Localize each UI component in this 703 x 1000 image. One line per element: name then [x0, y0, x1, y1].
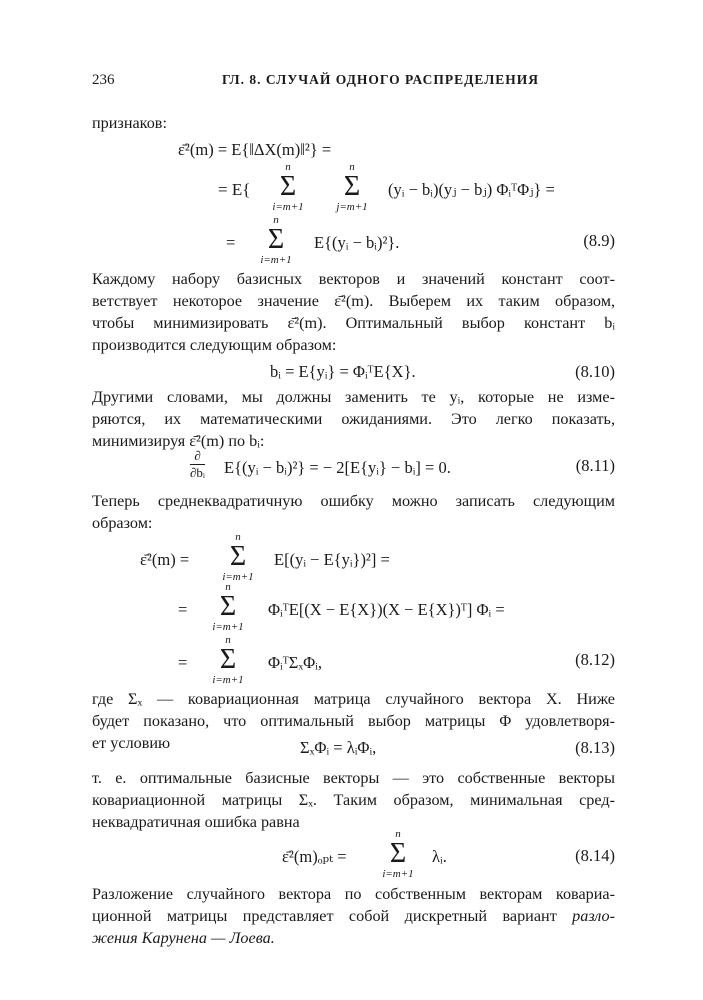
sum-symbol: n Σ i=m+1 [222, 531, 254, 583]
equation-8-12-line-3: = n Σ i=m+1 ΦᵢᵀΣₓΦᵢ, [178, 634, 323, 686]
running-title: ГЛ. 8. СЛУЧАЙ ОДНОГО РАСПРЕДЕЛЕНИЯ [222, 72, 540, 87]
sum-symbol: n Σ i=m+1 [212, 634, 244, 686]
paragraph-line: Другими словами, мы должны заменить те yᵢ, которые не изме- [92, 388, 615, 406]
paragraph-line: жения Карунена — Лоева. [92, 929, 275, 947]
equation-8-11: ∂ ∂bᵢ E{(yᵢ − bᵢ)²} = − 2[E{yᵢ} − bᵢ] = 0. [190, 448, 451, 480]
book-page: 236 ГЛ. 8. СЛУЧАЙ ОДНОГО РАСПРЕДЕЛЕНИЯ признаков: ε̄²(m) = E{‖ΔX(m)‖²} = = E{ n Σ i=m+1 n Σ j=m+1 (yᵢ − bᵢ)(yⱼ − bⱼ) ΦᵢᵀΦⱼ} = = n Σ i=m+1 E{(yᵢ − bᵢ)²}. (8.9) Каждому набору базисных векторов и значений констант соот- ветствует некоторое значение ε̄²(m). Выберем их таким образом, чтобы минимизировать ε̄²(m). Оптимальный выбор констант bᵢ производится следующим образом: bᵢ = E{yᵢ} = ΦᵢᵀE{X}. (8.10) Другими словами, мы должны заменить те yᵢ, которые не изме- ряются, их математическими ожиданиями. Это легко показать, минимизируя ε̄²(m) по bᵢ: ∂ ∂bᵢ E{(yᵢ − bᵢ)²} = − 2[E{yᵢ} − bᵢ] = 0. (8.11) Теперь среднеквадратичную ошибку можно записать следующим образом: ε̄²(m) = n Σ i=m+1 E[(yᵢ − E{yᵢ})²] = = n Σ i=m+1 ΦᵢᵀE[(X − E{X})(X − E{X})ᵀ] Φᵢ = = n Σ i=m+1 ΦᵢᵀΣₓΦᵢ, (8.12) где Σₓ — ковариационная матрица случайного вектора X. Ниже будет показано, что оптимальный выбор матрицы Φ удовлетворя- ет условию ΣₓΦᵢ = λᵢΦᵢ, (8.13) т. е. оптимальные базисные векторы — это собственные векторы ковариационной матрицы Σₓ. Таким образом, минимальная сред- неквадратичная ошибка равна ε̄²(m)ₒₚₜ = n Σ i=m+1 λᵢ. (8.14) Разложение случайного вектора по собственным векторам ковариа- ционной матрицы представляет собой дискретный вариант разло- жения Карунена — Лоева. [92, 72, 615, 947]
paragraph-line: т. е. оптимальные базисные векторы — это собственные векторы [92, 769, 615, 787]
paragraph-line: образом: [92, 514, 153, 532]
page-number: 236 [92, 72, 115, 88]
equation-number: (8.10) [575, 362, 615, 381]
paragraph-line: ционной матрицы представляет собой дискретный вариант разло- [92, 907, 615, 925]
page-header [92, 72, 612, 92]
paragraph-line: ряются, их математическими ожиданиями. Это легко показать, [92, 410, 615, 428]
equation-number: (8.9) [583, 231, 615, 250]
paragraph-line: ет условию [92, 734, 171, 752]
equation-number: (8.14) [575, 846, 615, 865]
sum-symbol: n Σ i=m+1 [260, 214, 292, 266]
paragraph-line: будет показано, что оптимальный выбор матрицы Φ удовлетворя- [92, 712, 615, 730]
equation-8-12-line-1: ε̄²(m) = n Σ i=m+1 E[(yᵢ − E{yᵢ})²] = [140, 531, 390, 583]
paragraph-line: минимизируя ε̄²(m) по bᵢ: [92, 432, 265, 450]
equation-number: (8.12) [575, 650, 615, 669]
equation-number: (8.13) [575, 738, 615, 757]
partial-derivative: ∂ ∂bᵢ [190, 448, 206, 480]
equation-8-9-line-2: = E{ n Σ i=m+1 n Σ j=m+1 (yᵢ − bᵢ)(yⱼ − bⱼ) ΦᵢᵀΦⱼ} = [218, 161, 555, 213]
sum-symbol: n Σ i=m+1 [272, 161, 304, 213]
sum-symbol: n Σ i=m+1 [212, 581, 244, 633]
sum-symbol: n Σ i=m+1 [382, 828, 414, 880]
paragraph-line: ковариационной матрицы Σₓ. Таким образом, минимальная сред- [92, 791, 615, 809]
paragraph-line: чтобы минимизировать ε̄²(m). Оптимальный выбор констант bᵢ [92, 314, 615, 332]
paragraph-intro: признаков: [92, 114, 167, 132]
paragraph-line: ветствует некоторое значение ε̄²(m). Выберем их таким образом, [92, 292, 615, 310]
equation-8-12-line-2: = n Σ i=m+1 ΦᵢᵀE[(X − E{X})(X − E{X})ᵀ] Φᵢ = [178, 581, 505, 633]
paragraph-line: Разложение случайного вектора по собственным векторам ковариа- [92, 885, 615, 903]
equation-8-9-line-3: = n Σ i=m+1 E{(yᵢ − bᵢ)²}. [226, 214, 400, 266]
equation-8-14: ε̄²(m)ₒₚₜ = n Σ i=m+1 λᵢ. [282, 828, 447, 880]
paragraph-line: производится следующим образом: [92, 336, 337, 354]
paragraph-line: Каждому набору базисных векторов и значений констант соот- [92, 270, 615, 288]
paragraph-line: неквадратичная ошибка равна [92, 813, 300, 831]
sum-symbol: n Σ j=m+1 [336, 161, 368, 213]
paragraph-line: Теперь среднеквадратичную ошибку можно записать следующим [92, 492, 615, 510]
paragraph-line: где Σₓ — ковариационная матрица случайного вектора X. Ниже [92, 690, 615, 708]
equation-number: (8.11) [575, 456, 615, 475]
